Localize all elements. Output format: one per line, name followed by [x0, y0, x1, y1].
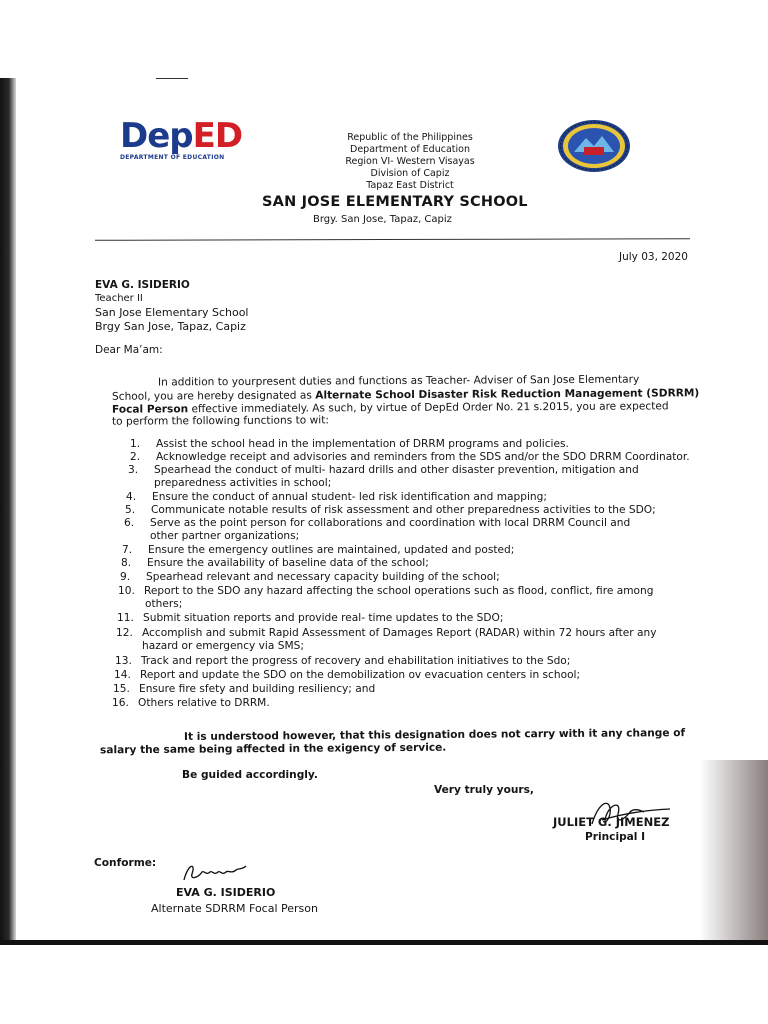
- list-number: 8.: [121, 557, 132, 569]
- list-item: [115, 655, 570, 668]
- signatory-title: Principal I: [585, 831, 646, 843]
- list-item: [120, 571, 500, 584]
- list-number: 4.: [126, 491, 137, 503]
- deped-logo-subtitle: DEPARTMENT OF EDUCATION: [120, 154, 225, 161]
- list-text: Ensure the availability of baseline data of the school;: [147, 557, 429, 569]
- list-number: 2.: [130, 451, 141, 463]
- letterhead-line: Region VI- Western Visayas: [345, 156, 475, 167]
- letterhead-line: Division of Capiz: [370, 168, 450, 179]
- complimentary-close: Very truly yours,: [434, 784, 534, 796]
- list-text: Ensure fire sfety and building resiliency; and: [139, 683, 376, 695]
- list-item: [116, 627, 657, 640]
- list-item: [117, 612, 503, 625]
- list-number: 10.: [118, 585, 135, 597]
- list-text: Assist the school head in the implementation of DRRM programs and policies.: [156, 438, 569, 450]
- list-text: Communicate notable results of risk assessment and other preparedness activities to the SDO;: [151, 504, 656, 516]
- list-text: Acknowledge receipt and advisories and reminders from the SDS and/or the SDO DRRM Coordinator.: [156, 451, 690, 463]
- conforme-title: Alternate SDRRM Focal Person: [151, 902, 318, 915]
- list-item: [114, 669, 580, 682]
- list-item: [121, 557, 429, 570]
- list-text: Serve as the point person for collaborations and coordination with local DRRM Council and: [150, 517, 631, 529]
- list-number: 15.: [113, 683, 130, 695]
- scan-bottom-edge: [0, 940, 768, 945]
- letterhead: [300, 132, 520, 192]
- letterhead-line: Department of Education: [350, 144, 470, 155]
- list-number: 11.: [117, 612, 134, 624]
- signatory-name: JULIET G. JIMENEZ: [553, 815, 670, 829]
- list-item: [128, 464, 639, 477]
- conforme-label: Conforme:: [94, 857, 157, 869]
- list-number: 16.: [112, 697, 129, 709]
- recipient-school: San Jose Elementary School: [95, 306, 249, 319]
- list-item: [125, 504, 656, 517]
- top-mark: [156, 78, 188, 79]
- list-number: 7.: [122, 544, 133, 556]
- scan-left-edge: [0, 78, 16, 944]
- list-item-cont: others;: [145, 598, 183, 610]
- list-number: 13.: [115, 655, 132, 667]
- closing-line: It is understood however, that this designation does not carry with it any change of: [183, 727, 686, 743]
- list-text: Others relative to DRRM.: [138, 697, 270, 709]
- recipient-signature-icon: [180, 858, 250, 886]
- list-item-cont: hazard or emergency via SMS;: [142, 640, 304, 652]
- list-number: 9.: [120, 571, 131, 583]
- list-item-cont: other partner organizations;: [150, 530, 300, 542]
- list-text: Spearhead the conduct of multi- hazard drills and other disaster prevention, mitigation and: [154, 464, 639, 476]
- deped-logo-red: ED: [192, 116, 243, 156]
- list-text: Accomplish and submit Rapid Assessment of Damages Report (RADAR) within 72 hours after any: [142, 627, 657, 639]
- list-text: Track and report the progress of recovery and ehabilitation initiatives to the Sdo;: [141, 655, 571, 667]
- list-item: [130, 438, 569, 451]
- list-item: [113, 683, 375, 696]
- list-item: [126, 491, 547, 504]
- body-line: to perform the following functions to wit:: [111, 414, 329, 428]
- list-number: 6.: [124, 517, 135, 529]
- salutation: Dear Ma’am:: [95, 344, 163, 356]
- list-text: Report to the SDO any hazard affecting the school operations such as flood, conflict, fire among: [144, 585, 654, 597]
- designation-title-cont: Focal Person: [111, 403, 189, 416]
- list-item: [112, 697, 270, 710]
- list-item: [122, 544, 514, 557]
- list-number: 14.: [114, 669, 131, 681]
- recipient-name: EVA G. ISIDERIO: [95, 279, 190, 291]
- body-line: In addition to yourpresent duties and functions as Teacher- Adviser of San Jose Elementary: [157, 373, 640, 389]
- list-item: [124, 517, 630, 530]
- school-name: SAN JOSE ELEMENTARY SCHOOL: [262, 194, 528, 210]
- deped-logo-blue: Dep: [120, 116, 193, 156]
- principal-signature-icon: [552, 790, 692, 836]
- recipient-address: Brgy San Jose, Tapaz, Capiz: [95, 320, 246, 333]
- designation-title: Alternate School Disaster Risk Reduction Management (SDRRM): [315, 387, 700, 402]
- list-text: Ensure the conduct of annual student- led risk identification and mapping;: [152, 491, 547, 503]
- list-text: Spearhead relevant and necessary capacity building of the school;: [146, 571, 500, 583]
- letterhead-line: Tapaz East District: [366, 180, 454, 191]
- list-text: Submit situation reports and provide real- time updates to the SDO;: [143, 612, 504, 624]
- closing-line: salary the same being affected in the exigency of service.: [99, 741, 447, 757]
- letter-date: July 03, 2020: [619, 251, 688, 263]
- school-seal-icon: [556, 118, 632, 174]
- list-item-cont: preparedness activities in school;: [154, 477, 332, 489]
- body-text: School, you are hereby designated as: [111, 389, 316, 403]
- scan-shadow: [700, 760, 768, 940]
- list-number: 5.: [125, 504, 136, 516]
- list-number: 12.: [116, 627, 133, 639]
- deped-logo: [120, 118, 265, 164]
- list-text: Report and update the SDO on the demobilization ov evacuation centers in school;: [140, 669, 581, 681]
- conforme-name: EVA G. ISIDERIO: [176, 886, 276, 899]
- list-number: 1.: [130, 438, 141, 450]
- body-text: effective immediately. As such, by virtue of DepEd Order No. 21 s.2015, you are expected: [188, 400, 669, 416]
- guided-line: Be guided accordingly.: [182, 769, 318, 781]
- list-item: [118, 585, 653, 598]
- school-address: Brgy. San Jose, Tapaz, Capiz: [313, 214, 452, 225]
- recipient-title: Teacher II: [95, 293, 143, 304]
- list-number: 3.: [128, 464, 139, 476]
- list-item: [130, 451, 690, 464]
- list-text: Ensure the emergency outlines are maintained, updated and posted;: [148, 544, 515, 556]
- letterhead-line: Republic of the Philippines: [347, 132, 473, 143]
